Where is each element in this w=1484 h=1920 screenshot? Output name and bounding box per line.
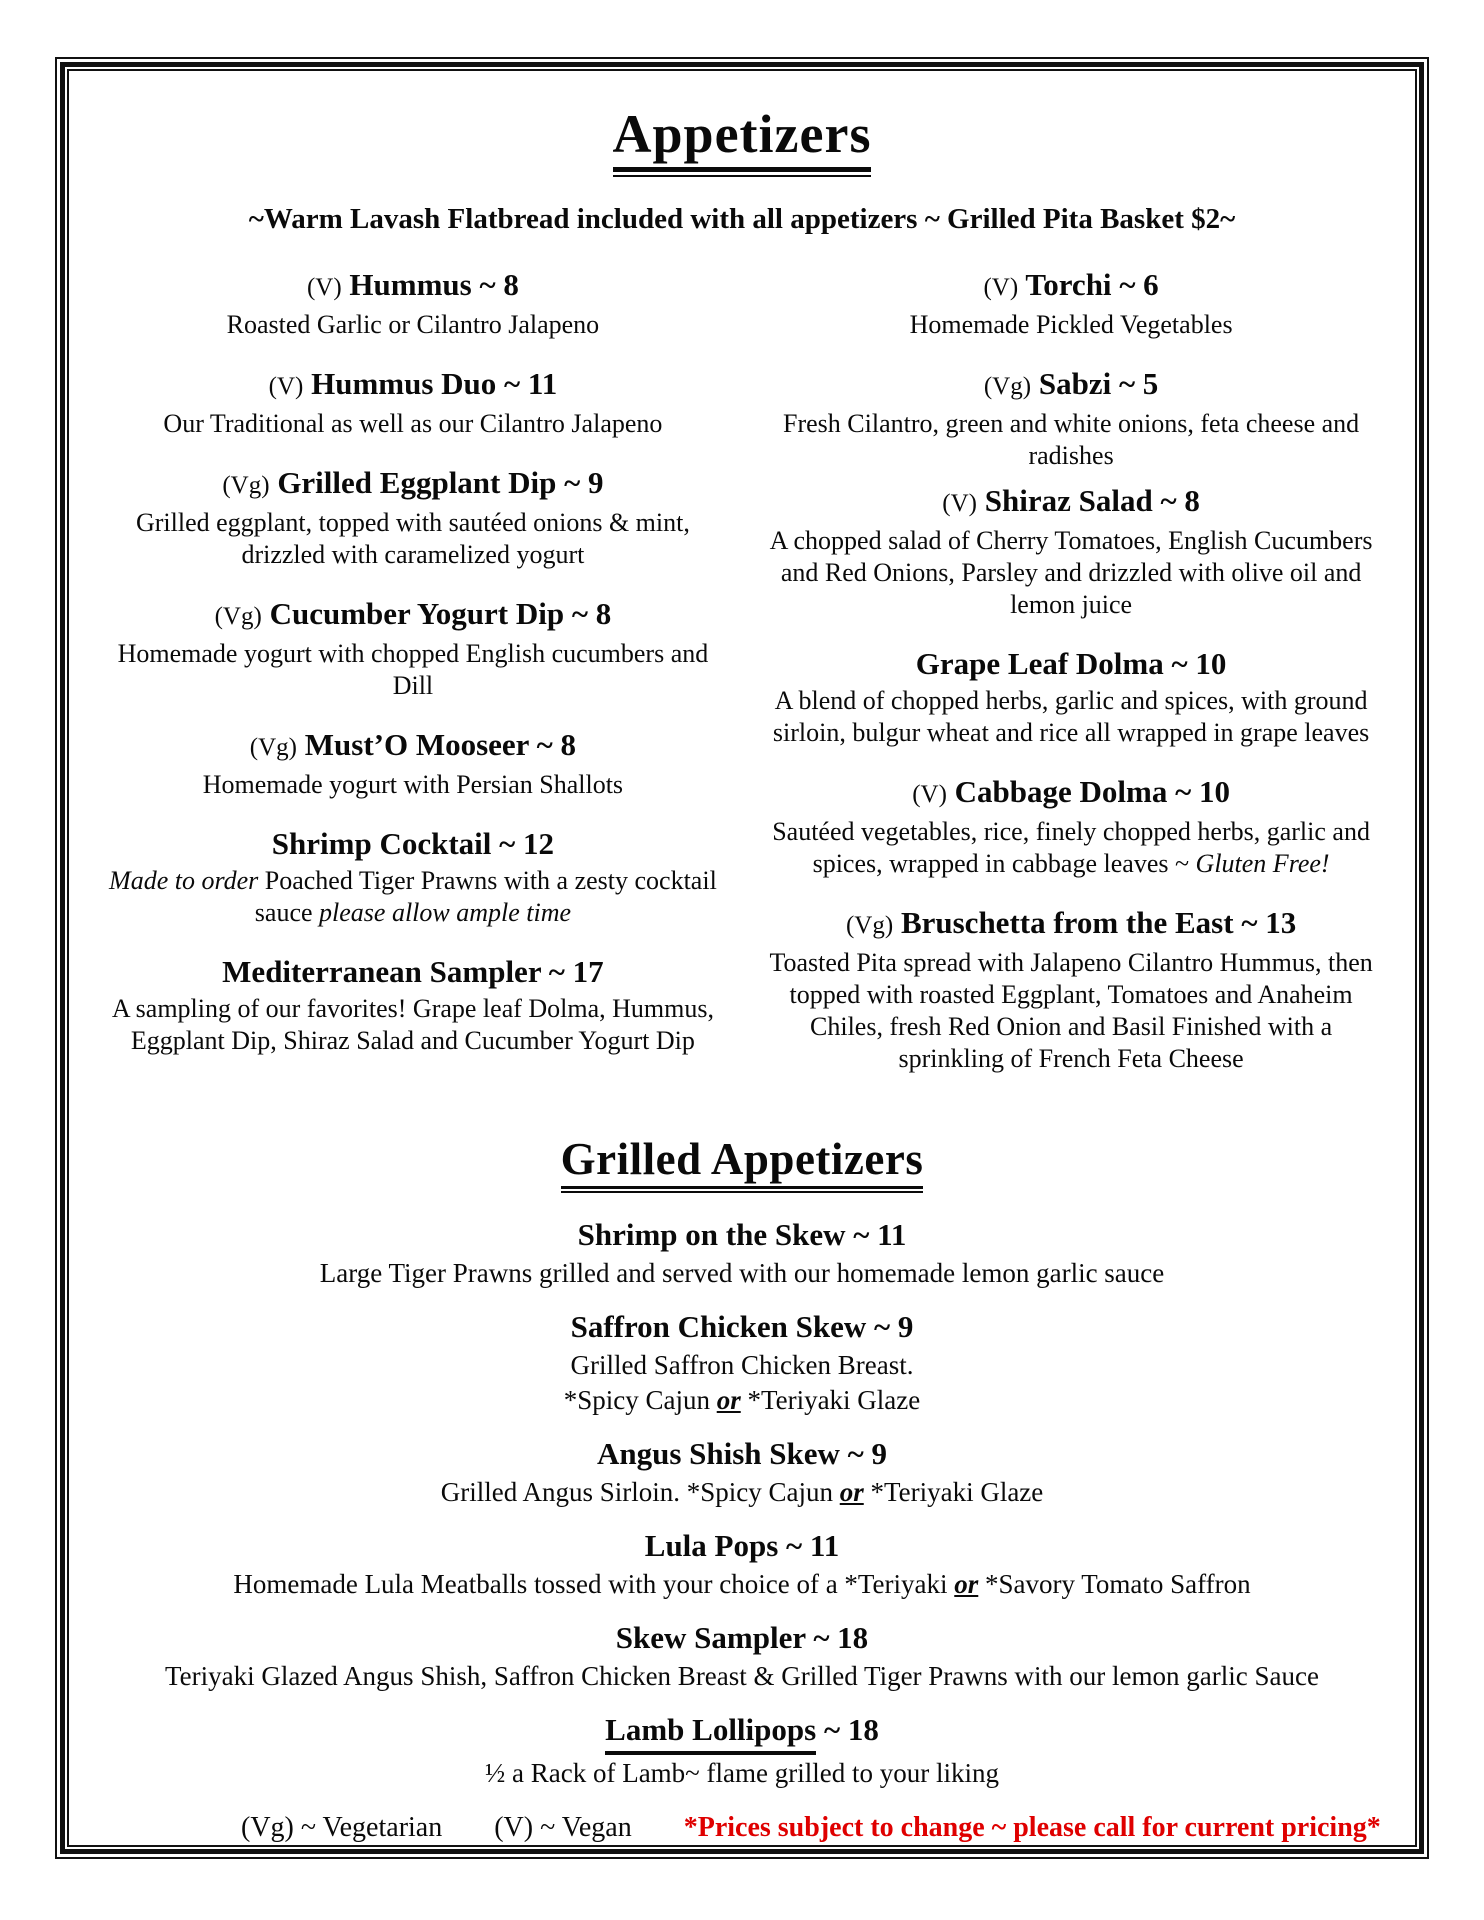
- or-connector: or: [716, 1385, 741, 1415]
- diet-tag: (Vg): [214, 603, 262, 630]
- item-description: A sampling of our favorites! Grape leaf Dolma, Hummus, Eggplant Dip, Shiraz Salad and Cucumber Yogurt Dip: [111, 994, 715, 1055]
- item-description: A blend of chopped herbs, garlic and spices, with ground sirloin, bulgur wheat and rice all wrapped in grape leaves: [772, 686, 1370, 747]
- option-text: *Teriyaki Glaze: [740, 1385, 921, 1415]
- menu-item-shrimp-on-the-skew: [103, 1215, 1381, 1290]
- item-price: ~ 11: [786, 1528, 840, 1563]
- item-price: ~ 9: [564, 465, 604, 500]
- item-title: [103, 1307, 1381, 1347]
- item-title: [103, 266, 723, 307]
- menu-item-cabbage-dolma: [761, 773, 1381, 880]
- item-description: A chopped salad of Cherry Tomatoes, English Cucumbers and Red Onions, Parsley and drizzled with olive oil and lemon juice: [769, 526, 1373, 619]
- menu-item-lula-pops: [103, 1526, 1381, 1601]
- diet-tag: (Vg): [845, 912, 894, 939]
- item-description: ½ a Rack of Lamb~ flame grilled to your liking: [485, 1758, 999, 1788]
- item-name: Shiraz Salad: [984, 483, 1153, 518]
- item-name: Lula Pops: [644, 1528, 779, 1563]
- item-description: Fresh Cilantro, green and white onions, feta cheese and radishes: [783, 409, 1360, 470]
- item-description: [103, 865, 723, 929]
- item-description: Homemade Pickled Vegetables: [909, 310, 1233, 339]
- grilled-items: [103, 1215, 1381, 1790]
- pricing-notice: *Prices subject to change ~ please call for current pricing*: [683, 1812, 1381, 1843]
- item-price: ~ 8: [479, 267, 519, 302]
- diet-tag: (Vg): [983, 373, 1032, 400]
- item-title: [103, 1434, 1381, 1474]
- item-name: Hummus: [349, 267, 472, 302]
- item-price: ~ 10: [1171, 646, 1227, 681]
- menu-item-cucumber-yogurt-dip: [103, 595, 723, 702]
- menu-item-grilled-eggplant-dip: [103, 464, 723, 571]
- item-name: Skew Sampler: [615, 1620, 806, 1655]
- appetizers-left-column: [103, 266, 723, 1099]
- option-text: Grilled Angus Sirloin. *Spicy Cajun: [440, 1477, 840, 1507]
- or-connector: or: [954, 1569, 979, 1599]
- item-name: Grilled Eggplant Dip: [277, 465, 557, 500]
- item-options: [103, 1568, 1381, 1601]
- grilled-appetizers-section: [103, 1133, 1381, 1790]
- page-border-frame-inner: [67, 69, 1417, 1847]
- item-name: Bruschetta from the East: [900, 905, 1234, 940]
- menu-item-angus-shish-skew: [103, 1434, 1381, 1509]
- item-name: Cucumber Yogurt Dip: [269, 596, 565, 631]
- item-price: ~ 8: [536, 727, 577, 762]
- page-title-text: Appetizers: [613, 103, 872, 172]
- item-name: Grape Leaf Dolma: [915, 646, 1164, 681]
- item-price: ~ 18: [813, 1620, 869, 1655]
- option-text: *Teriyaki Glaze: [863, 1477, 1044, 1507]
- menu-item-hummus-duo: [103, 365, 723, 440]
- item-price: ~ 13: [1241, 905, 1297, 940]
- item-title: [103, 1215, 1381, 1255]
- item-options: [103, 1476, 1381, 1509]
- menu-item-torchi: [761, 266, 1381, 341]
- vegetarian-legend-text: (Vg) ~ Vegetarian: [241, 1812, 442, 1847]
- vegan-legend-text: (V) ~ Vegan: [494, 1812, 631, 1847]
- item-title: [103, 1618, 1381, 1658]
- item-description: Large Tiger Prawns grilled and served with our homemade lemon garlic sauce: [319, 1258, 1165, 1288]
- item-title: [761, 645, 1381, 683]
- page-border-frame: [55, 57, 1429, 1859]
- item-name: Must’O Mooseer: [304, 727, 529, 762]
- menu-item-sabzi: [761, 365, 1381, 472]
- item-name: Angus Shish Skew: [596, 1436, 840, 1471]
- item-price: ~ 5: [1118, 366, 1159, 401]
- menu-item-shiraz-salad: [761, 482, 1381, 621]
- diet-tag: (V): [983, 274, 1019, 301]
- menu-item-hummus: [103, 266, 723, 341]
- menu-item-musto-mooseer: [103, 726, 723, 801]
- item-title: [103, 365, 723, 406]
- item-price: ~ 11: [504, 366, 558, 401]
- item-description-text: Poached Tiger Prawns with a zesty cocktail sauce: [254, 866, 717, 927]
- diet-tag: (Vg): [222, 472, 270, 499]
- item-name: Mediterranean Sampler: [222, 954, 542, 989]
- item-description: Grilled eggplant, topped with sautéed onions & mint, drizzled with caramelized yogurt: [135, 508, 690, 569]
- item-price: ~ 9: [847, 1436, 888, 1471]
- menu-content: [69, 71, 1415, 1845]
- item-description-italic: Gluten Free!: [1195, 849, 1330, 878]
- item-title: [103, 1526, 1381, 1566]
- item-name: Torchi: [1025, 267, 1112, 302]
- item-description: Roasted Garlic or Cilantro Jalapeno: [226, 310, 600, 339]
- item-price: ~ 8: [1160, 483, 1200, 518]
- item-name: Saffron Chicken Skew: [570, 1309, 867, 1344]
- item-description: Our Traditional as well as our Cilantro Jalapeno: [163, 409, 663, 438]
- vegetarian-legend: [241, 1812, 442, 1847]
- item-price: ~ 11: [853, 1217, 907, 1252]
- menu-item-saffron-chicken-skew: [103, 1307, 1381, 1417]
- diet-tag: (V): [942, 490, 978, 517]
- item-price: ~ 8: [571, 596, 612, 631]
- item-title: [103, 726, 723, 767]
- item-name: Lamb Lollipops: [605, 1710, 816, 1755]
- page-border-frame-mid: [60, 62, 1424, 1854]
- item-description: Homemade yogurt with Persian Shallots: [202, 770, 624, 799]
- item-title: [103, 953, 723, 991]
- option-text: *Savory Tomato Saffron: [978, 1569, 1251, 1599]
- menu-item-shrimp-cocktail: [103, 825, 723, 929]
- menu-item-bruschetta-from-the-east: [761, 904, 1381, 1075]
- item-description: Grilled Saffron Chicken Breast.: [570, 1350, 914, 1380]
- item-description-text: Sautéed vegetables, rice, finely chopped herbs, garlic and spices, wrapped in cabbage leaves ~: [772, 817, 1370, 878]
- item-price: ~ 10: [1175, 774, 1230, 809]
- vegan-legend: [494, 1812, 631, 1847]
- item-title: [103, 595, 723, 636]
- item-description: [761, 816, 1381, 880]
- option-text: Homemade Lula Meatballs tossed with your choice of a *Teriyaki: [233, 1569, 955, 1599]
- item-title: [103, 464, 723, 505]
- item-price: ~ 17: [548, 954, 604, 989]
- menu-item-lamb-lollipops: [103, 1710, 1381, 1790]
- item-name: Shrimp Cocktail: [271, 826, 492, 861]
- menu-item-mediterranean-sampler: [103, 953, 723, 1057]
- diet-tag: (Vg): [249, 734, 298, 761]
- section-title: [103, 1133, 1381, 1193]
- item-options: [103, 1384, 1381, 1417]
- item-price: ~ 12: [499, 826, 555, 861]
- diet-tag: (V): [912, 781, 947, 808]
- diet-tag: (V): [306, 274, 342, 301]
- item-name: Shrimp on the Skew: [577, 1217, 846, 1252]
- item-price: ~ 9: [874, 1309, 914, 1344]
- footer-legend-row: [241, 1812, 1381, 1847]
- option-text: *Spicy Cajun: [563, 1385, 717, 1415]
- item-description: Teriyaki Glazed Angus Shish, Saffron Chicken Breast & Grilled Tiger Prawns with our lemon garlic Sauce: [165, 1661, 1319, 1691]
- item-description-italic: Made to order: [109, 866, 259, 895]
- section-title-text: Grilled Appetizers: [561, 1133, 924, 1189]
- item-price: ~ 6: [1119, 267, 1159, 302]
- menu-note: ~Warm Lavash Flatbread included with all appetizers ~ Grilled Pita Basket $2~: [248, 203, 1236, 235]
- menu-item-skew-sampler: [103, 1618, 1381, 1693]
- item-title: [761, 482, 1381, 523]
- page-title: [103, 103, 1381, 177]
- diet-tag: (V): [268, 373, 304, 400]
- item-name: Hummus Duo: [311, 366, 497, 401]
- item-title: [103, 1710, 1381, 1755]
- item-description: Homemade yogurt with chopped English cucumbers and Dill: [117, 639, 709, 700]
- item-description-italic: please allow ample time: [319, 898, 572, 927]
- appetizers-columns: [103, 266, 1381, 1099]
- item-title: [761, 773, 1381, 814]
- item-title: [761, 904, 1381, 945]
- item-title: [103, 825, 723, 863]
- item-title: [761, 266, 1381, 307]
- or-connector: or: [839, 1477, 864, 1507]
- item-name: Sabzi: [1038, 366, 1112, 401]
- item-description: Toasted Pita spread with Jalapeno Cilantro Hummus, then topped with roasted Eggplant, Tomatoes and Anaheim Chiles, fresh Red Onion and Basil Finished with a sprinkling of French Feta Cheese: [769, 948, 1373, 1073]
- item-name: Cabbage Dolma: [954, 774, 1168, 809]
- item-price: ~ 18: [823, 1712, 879, 1747]
- item-title: [761, 365, 1381, 406]
- menu-item-grape-leaf-dolma: [761, 645, 1381, 749]
- appetizers-right-column: [761, 266, 1381, 1099]
